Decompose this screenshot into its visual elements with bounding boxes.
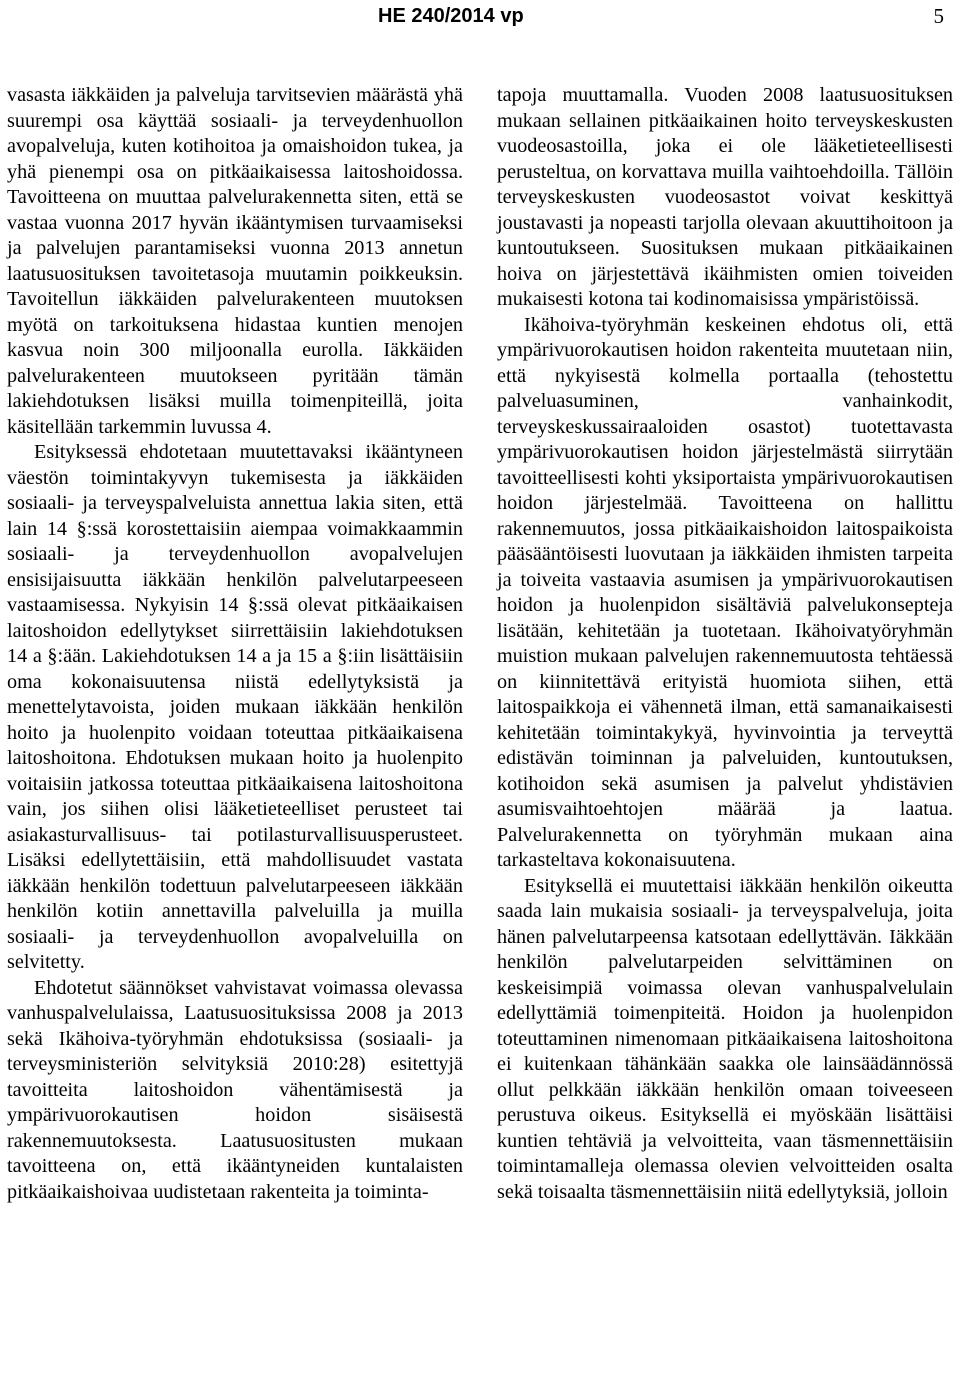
left-column bbox=[7, 83, 463, 1205]
paragraph: Ehdotetut säännökset vahvistavat voimassa olevassa vanhuspalvelulaissa, Laatusuosituksissa 2008 ja 2013 sekä Ikähoiva-työryhmän ehdotuksissa (sosiaali- ja terveysministeriön selvityksiä 2010:28) esitettyjä tavoitteita laitoshoidon vähentämisestä ja ympärivuorokautisen hoidon sisäisestä rakennemuutoksesta. Laatusuositusten mukaan tavoitteena on, että ikääntyneiden kuntalaisten pitkäaikaishoivaa uudistetaan rakenteita ja toiminta- bbox=[7, 976, 463, 1203]
document-reference: HE 240/2014 vp bbox=[378, 5, 524, 27]
paragraph: Esityksellä ei muutettaisi iäkkään henkilön oikeutta saada lain mukaisia sosiaali- ja terveyspalveluja, joita hänen palvelutarpeensa katsotaan edellyttävän. Iäkkään henkilön palvelutarpeiden selvittäminen on keskeisimpiä voimassa olevan vanhuspalvelulain edellyttämiä toimenpiteitä. Hoidon ja huolenpidon toteuttaminen nimenomaan pitkäaikaisena laitoshoitona ei kuitenkaan tähänkään saakka ole lainsäädännössä ollut pelkkään iäkkään henkilön omaan toiveeseen perustuva oikeus. Esityksellä ei myöskään lisättäisi kuntien tehtäviä ja velvoitteita, vaan täsmennettäisiin toimintamalleja olemassa olevien velvoitteiden osalta sekä toisaalta täsmennettäisiin niitä edellytyksiä, jolloin bbox=[497, 874, 953, 1203]
paragraph: vasasta iäkkäiden ja palveluja tarvitsevien määrästä yhä suurempi osa käyttää sosiaali- ja terveydenhuollon avopalveluja, kuten kotihoitoa ja omaishoidon tukea, ja yhä pienempi osa on pitkäaikaisessa laitoshoidossa. Tavoitteena on muuttaa palvelurakennetta siten, että se vastaa vuonna 2017 hyvän ikääntymisen turvaamiseksi ja palvelujen parantamiseksi vuonna 2013 annetun laatusuosituksen tavoitetasoja muutamin poikkeuksin. Tavoitellun iäkkäiden palvelurakenteen muutoksen myötä on tarkoituksena hidastaa kuntien menojen kasvua noin 300 miljoonalla eurolla. Iäkkäiden palvelurakenteen muutokseen pyritään tämän lakiehdotuksen lisäksi muilla toimenpiteillä, joita käsitellään tarkemmin luvussa 4. bbox=[7, 84, 463, 438]
page-number: 5 bbox=[933, 4, 944, 28]
paragraph: tapoja muuttamalla. Vuoden 2008 laatusuosituksen mukaan sellainen pitkäaikainen hoito terveyskeskusten vuodeosastoilla, joka ei ole lääketieteellisesti perusteltua, on korvattava muilla vaihtoehdoilla. Tällöin terveyskeskusten vuodeosastot voivat keskittyä joustavasti ja nopeasti tarjolla olevaan akuuttihoitoon ja kuntoutukseen. Suosituksen mukaan pitkäaikainen hoiva on järjestettävä ikäihmisten omien toiveiden mukaisesti kotona tai kodinomaisissa ympäristöissä. bbox=[497, 84, 953, 310]
paragraph: Esityksessä ehdotetaan muutettavaksi ikääntyneen väestön toimintakyvyn tukemisesta ja iäkkäiden sosiaali- ja terveyspalveluista annettua lakia siten, että lain 14 §:ssä korostettaisiin aiempaa voimakkaammin sosiaali- ja terveydenhuollon avopalvelujen ensisijaisuutta iäkkään henkilön palvelutarpeeseen vastaamisessa. Nykyisin 14 §:ssä olevat pitkäaikaisen laitoshoidon edellytykset siirrettäisiin lakiehdotuksen 14 a §:ään. Lakiehdotuksen 14 a ja 15 a §:iin lisättäisiin oma kokonaisuutensa niistä edellytyksistä ja menettelytavoista, joiden mukaan iäkkään henkilön hoito ja huolenpito voidaan toteuttaa pitkäaikaisena laitoshoitona. Ehdotuksen mukaan hoito ja huolenpito voitaisiin jatkossa toteuttaa pitkäaikaisena laitoshoitona vain, jos siihen olisi lääketieteelliset perusteet tai asiakasturvallisuus- tai potilasturvallisuusperusteet. Lisäksi edellytettäisiin, että mahdollisuudet vastata iäkkään henkilön todettuun palvelutarpeeseen iäkkään henkilön kotiin annettavilla palveluilla ja muilla sosiaali- ja terveydenhuollon avopalveluilla on selvitetty. bbox=[7, 441, 463, 973]
page-header bbox=[0, 4, 960, 30]
right-column bbox=[497, 83, 953, 1205]
paragraph: Ikähoiva-työryhmän keskeinen ehdotus oli, että ympärivuorokautisen hoidon rakenteita muutetaan niin, että nykyisestä kolmella portaalla (tehostettu palveluasuminen, vanhainkodit, terveyskeskussairaaloiden osastot) tuotettavasta ympärivuorokautisen hoidon järjestelmästä siirrytään tavoitteellisesti kohti yksiportaista ympärivuorokautisen hoidon järjestelmää. Tavoitteena on hallittu rakennemuutos, jossa pitkäaikaishoidon laitospaikoista pääsääntöisesti luovutaan ja iäkkäiden ihmisten tarpeita ja toiveita vastaavia asumisen ja ympärivuorokautisen hoidon ja huolenpidon sisältäviä palvelukonsepteja lisätään, kehitetään ja tuotetaan. Ikähoivatyöryhmän muistion mukaan palvelujen rakennemuutosta tehtäessä on kiinnitettävä erityistä huomiota siihen, että laitospaikkoja ei vähennetä ilman, että samanaikaisesti kehitetään toimintakykyä, hyvinvointia ja terveyttä edistävän toiminnan ja palveluiden, kuntoutuksen, kotihoidon sekä asumisen ja palvelut yhdistävien asumisvaihtoehtojen määrää ja laatua. Palvelurakennetta on työryhmän mukaan aina tarkasteltava kokonaisuutena. bbox=[497, 313, 953, 871]
